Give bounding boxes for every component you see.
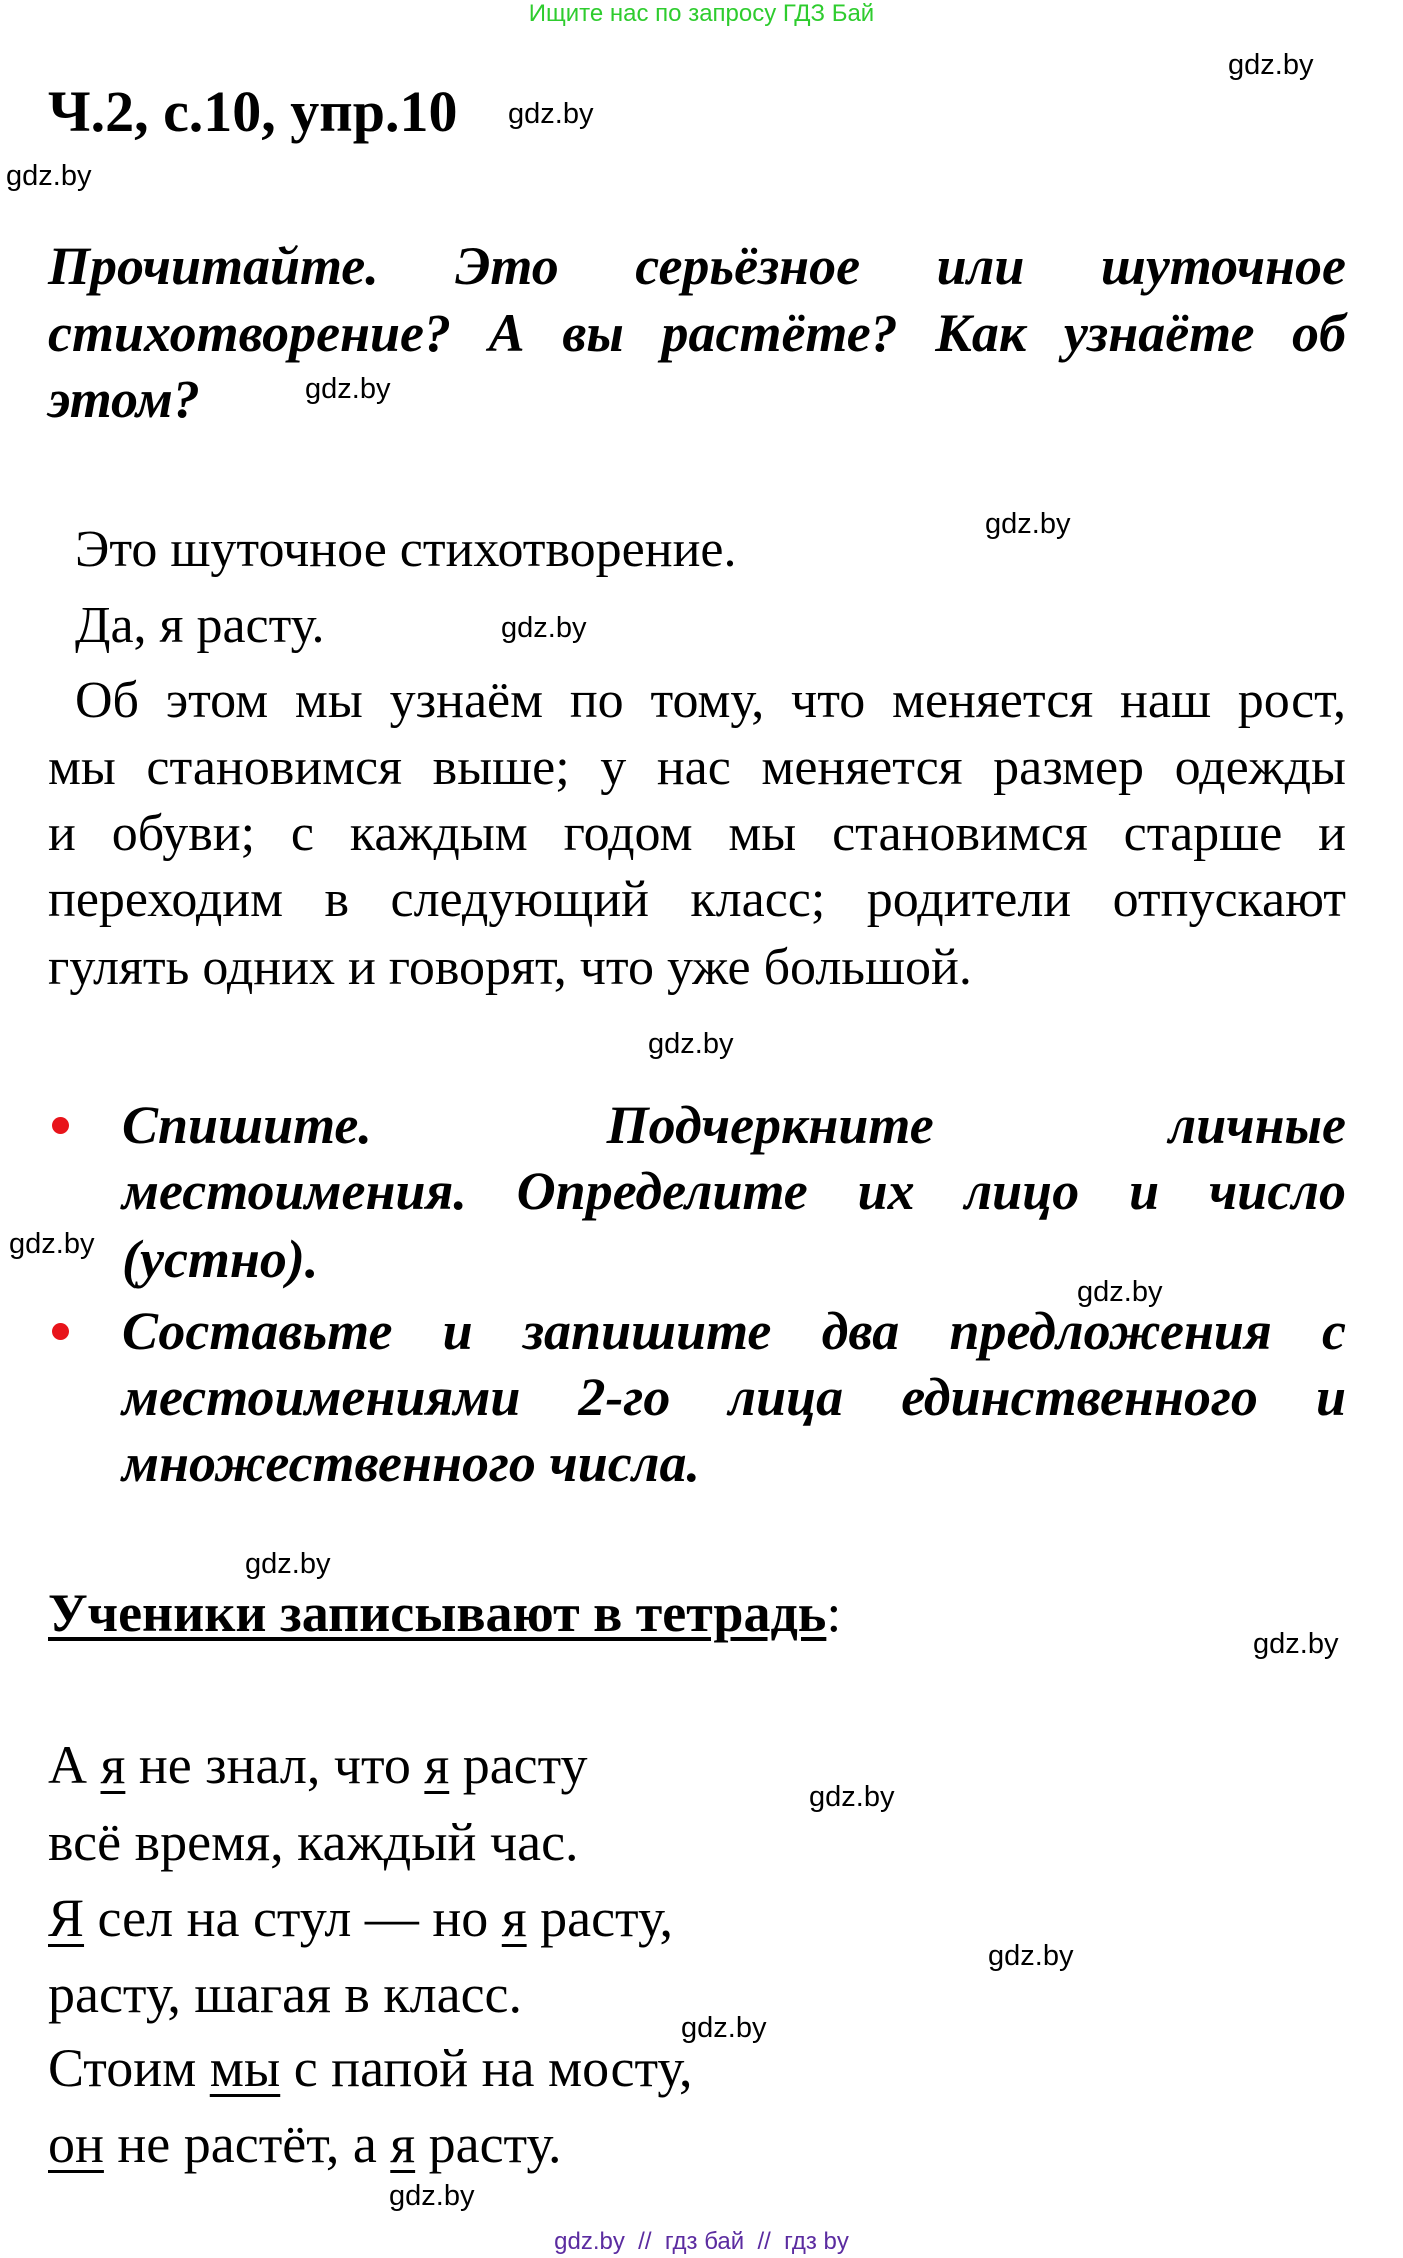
watermark: gdz.by xyxy=(988,1940,1074,1972)
poem-line xyxy=(48,1807,579,1877)
task-line: множественного числа. xyxy=(122,1433,700,1493)
answer-paragraph-line: гулять одних и говорят, что уже большой. xyxy=(48,939,972,996)
poem-text: расту xyxy=(449,1735,588,1795)
poem-text: не знал, что xyxy=(125,1735,425,1795)
watermark: gdz.by xyxy=(1253,1628,1339,1660)
question-line: этом? xyxy=(48,369,200,429)
answer-line: Это шуточное стихотворение. xyxy=(75,521,737,578)
poem-line xyxy=(48,1883,673,1953)
poem-text: расту. xyxy=(415,2114,562,2174)
task-line: Спишите. Подчеркните личные xyxy=(122,1095,1346,1155)
watermark: gdz.by xyxy=(1228,49,1314,81)
poem-line xyxy=(48,1959,522,2029)
watermark: gdz.by xyxy=(681,2012,767,2044)
underlined-pronoun: мы xyxy=(209,2038,281,2098)
underlined-pronoun: я xyxy=(501,1888,527,1948)
task-line: местоимениями 2-го лица единственного и xyxy=(122,1367,1346,1427)
poem-text: А xyxy=(48,1735,101,1795)
watermark: gdz.by xyxy=(985,508,1071,540)
task-line: местоимения. Определите их лицо и число xyxy=(122,1161,1346,1221)
poem-line xyxy=(48,2033,692,2103)
watermark: gdz.by xyxy=(9,1228,95,1260)
bullet-icon xyxy=(52,1323,69,1340)
poem-text: Стоим xyxy=(48,2038,210,2098)
page-title: Ч.2, с.10, упр.10 xyxy=(48,79,458,144)
answer-paragraph-line: переходим в следующий класс; родители отпускают xyxy=(48,871,1346,928)
poem-text: с папой на мосту, xyxy=(280,2038,693,2098)
underlined-pronoun: он xyxy=(48,2114,104,2174)
poem-line xyxy=(48,2109,562,2179)
underlined-pronoun: я xyxy=(390,2114,416,2174)
heading-colon: : xyxy=(826,1583,842,1643)
search-banner[interactable]: Ищите нас по запросу ГДЗ Бай xyxy=(528,0,875,27)
answer-paragraph-line: мы становимся выше; у нас меняется размер одежды xyxy=(48,739,1346,796)
poem-text: расту, xyxy=(526,1888,674,1948)
watermark: gdz.by xyxy=(1077,1276,1163,1308)
answer-paragraph-line: и обуви; с каждым годом мы становимся старше и xyxy=(48,805,1346,862)
underlined-pronoun: Я xyxy=(48,1888,85,1948)
footer-links[interactable]: gdz.by // гдз бай // гдз by xyxy=(554,2228,849,2255)
question-line: Прочитайте. Это серьёзное или шуточное xyxy=(48,236,1346,296)
poem-text: расту, шагая в класс. xyxy=(48,1964,523,2024)
watermark: gdz.by xyxy=(809,1781,895,1813)
notebook-heading xyxy=(48,1578,841,1648)
bullet-icon xyxy=(52,1117,69,1134)
poem-text: не растёт, а xyxy=(103,2114,391,2174)
answer-paragraph-line: Об этом мы узнаём по тому, что меняется наш рост, xyxy=(75,672,1346,729)
underlined-pronoun: я xyxy=(424,1735,450,1795)
watermark: gdz.by xyxy=(389,2180,475,2212)
watermark: gdz.by xyxy=(245,1548,331,1580)
watermark: gdz.by xyxy=(501,612,587,644)
poem-text: сел на стул — но xyxy=(84,1888,502,1948)
watermark: gdz.by xyxy=(6,160,92,192)
question-line: стихотворение? А вы растёте? Как узнаёте об xyxy=(48,303,1346,363)
watermark: gdz.by xyxy=(648,1028,734,1060)
poem-text: всё время, каждый час. xyxy=(48,1812,579,1872)
watermark: gdz.by xyxy=(305,373,391,405)
poem-line xyxy=(48,1730,588,1800)
underlined-pronoun: я xyxy=(100,1735,126,1795)
notebook-heading-text: Ученики записывают в тетрадь xyxy=(48,1583,827,1643)
task-line: (устно). xyxy=(122,1229,319,1289)
answer-line: Да, я расту. xyxy=(75,597,325,654)
task-line: Составьте и запишите два предложения с xyxy=(122,1301,1346,1361)
watermark: gdz.by xyxy=(508,98,594,130)
